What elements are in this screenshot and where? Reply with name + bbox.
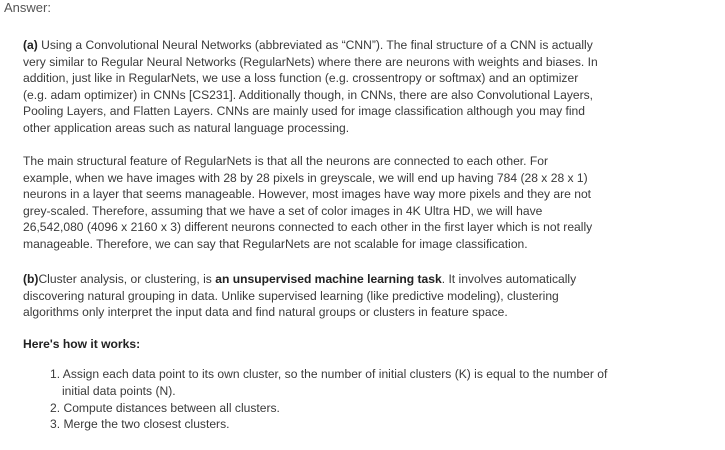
- answer-label: Answer:: [4, 0, 51, 15]
- emphasis: an unsupervised machine learning task: [215, 272, 442, 286]
- part-b-label: (b): [23, 272, 39, 286]
- list-item: 2. Compute distances between all clusters.: [50, 400, 280, 415]
- list-item: 1. Assign each data point to its own cluster, so the number of initial clusters (K) is equal to the number of: [50, 367, 608, 381]
- section-heading: Here's how it works:: [23, 337, 141, 351]
- paragraph-b: (b)Cluster analysis, or clustering, is an unsupervised machine learning task. It involves automatically discovering natural grouping in data. Unlike supervised learning (like predictive modeling), clustering algorithms only interpret the input data and find natural groups or clusters in feature space.: [23, 272, 577, 319]
- list-item: 3. Merge the two closest clusters.: [50, 417, 230, 432]
- steps-list: 1. Assign each data point to its own cluster, so the number of initial clusters (K) is equal to the number of initial data points (N). 2. Compute distances between all clusters. 3. Merge the two closest clusters.: [50, 367, 608, 432]
- part-a-label: (a): [23, 38, 38, 52]
- paragraph-a: (a) Using a Convolutional Neural Networks (abbreviated as “CNN”). The final structure of a CNN is actually very similar to Regular Neural Networks (RegularNets) where there are neurons with weights and biases. In addition, just like in RegularNets, we use a loss function (e.g. crossentropy or softmax) and an optimizer (e.g. adam optimizer) in CNNs [CS231]. Additionally though, in CNNs, there are also Convolutional Layers, Pooling Layers, and Flatten Layers. CNNs are mainly used for image classification although you may find other application areas such as natural language processing.: [23, 38, 598, 135]
- paragraph-regularnets: The main structural feature of RegularNets is that all the neurons are connected to each other. For example, when we have images with 28 by 28 pixels in greyscale, we will end up having 784 (28 x 28 x 1) neurons in a layer that seems manageable. However, most images have way more pixels and they are not grey-scaled. Therefore, assuming that we have a set of color images in 4K Ultra HD, we will have 26,542,080 (4096 x 2160 x 3) different neurons connected to each other in the first layer which is not really manageable. Therefore, we can say that RegularNets are not scalable for image classification.: [23, 154, 593, 251]
